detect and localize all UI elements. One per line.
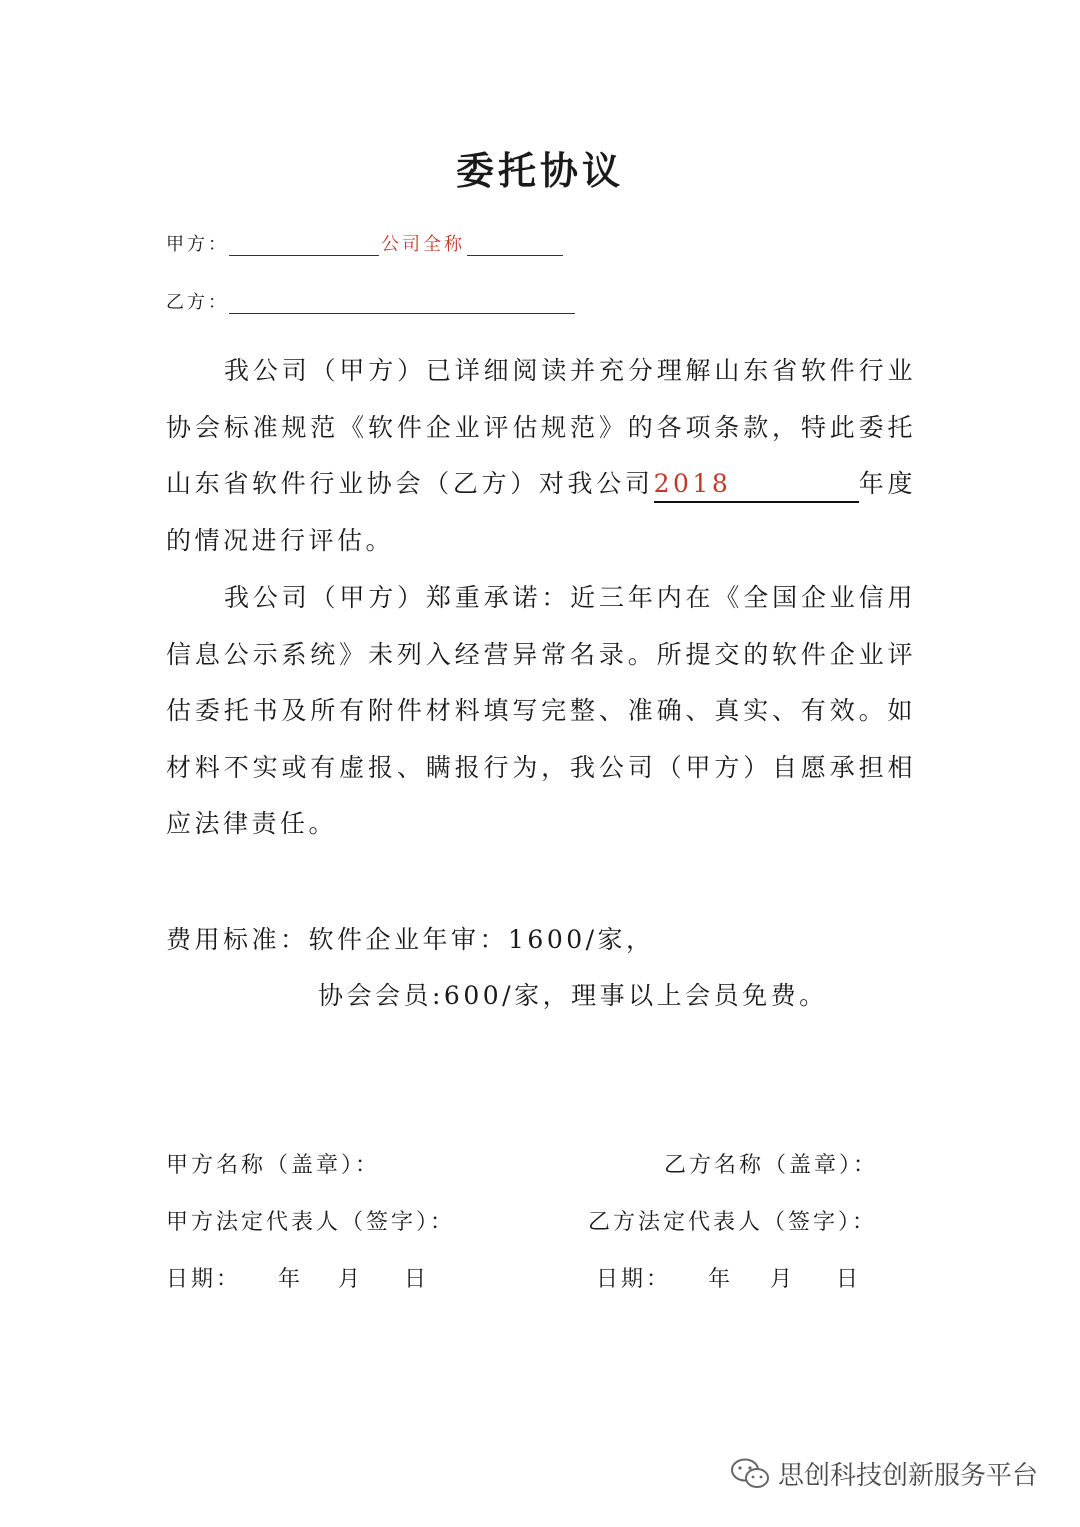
- party-a-label: 甲方：: [166, 234, 229, 255]
- fee-line-2: 协会会员:600/家，理事以上会员免费。: [318, 981, 828, 1010]
- document-title: 委托协议: [455, 148, 624, 193]
- party-b-legal-rep: 乙方法定代表人（签字）：: [588, 1210, 878, 1235]
- paragraph-commitment: [166, 570, 916, 853]
- party-b-line: [166, 288, 575, 314]
- party-b-day: 日: [836, 1267, 862, 1292]
- party-a-blank-left: [229, 233, 379, 256]
- para1-line2: 协会标准规范《软件企业评估规范》的各项条款，特此委托: [166, 412, 916, 442]
- watermark-text: 思创科技创新服务平台: [778, 1461, 1039, 1491]
- para2-line2: 信息公示系统》未列入经营异常名录。所提交的软件企业评: [166, 639, 916, 669]
- para1-line3-before: 山东省软件行业协会（乙方）对我公司: [166, 469, 654, 498]
- para1-line3-after: 年度: [858, 469, 916, 498]
- para2-line4: 材料不实或有虚报、瞒报行为，我公司（甲方）自愿承担相: [166, 752, 916, 782]
- para2-line3: 估委托书及所有附件材料填写完整、准确、真实、有效。如: [166, 696, 916, 725]
- party-b-month: 月: [770, 1267, 796, 1292]
- party-a-legal-rep: 甲方法定代表人（签字）：: [166, 1210, 456, 1235]
- para1-line1: 我公司（甲方）已详细阅读并充分理解山东省软件行业: [224, 356, 916, 385]
- party-a-line: [166, 230, 563, 256]
- party-b-date: [596, 1262, 861, 1293]
- party-a-blank-right: [467, 233, 563, 256]
- party-a-name-seal: 甲方名称（盖章）：: [166, 1153, 381, 1178]
- fee-line-1: 费用标准：软件企业年审：1600/家，: [166, 925, 655, 954]
- wechat-icon: [730, 1457, 770, 1491]
- para2-line1: 我公司（甲方）郑重承诺：近三年内在《全国企业信用: [224, 583, 916, 612]
- party-b-label: 乙方：: [166, 292, 229, 313]
- party-a-value: 公司全称: [381, 234, 465, 255]
- para2-line5: 应法律责任。: [166, 809, 338, 838]
- watermark: [730, 1455, 1038, 1492]
- party-a-month: 月: [338, 1267, 364, 1292]
- year-field: 2018: [654, 467, 859, 503]
- party-b-name-seal: 乙方名称（盖章）：: [664, 1153, 879, 1178]
- party-b-year: 年: [708, 1267, 734, 1292]
- party-b-date-label: 日期：: [596, 1267, 672, 1292]
- party-a-date-label: 日期：: [166, 1267, 242, 1292]
- para1-line3: [166, 456, 916, 513]
- party-a-date: [166, 1262, 429, 1293]
- party-a-day: 日: [404, 1267, 430, 1292]
- party-b-blank: [229, 291, 575, 314]
- para1-line4: 的情况进行评估。: [166, 525, 395, 555]
- party-a-year: 年: [278, 1267, 304, 1292]
- paragraph-authorization: [166, 343, 916, 569]
